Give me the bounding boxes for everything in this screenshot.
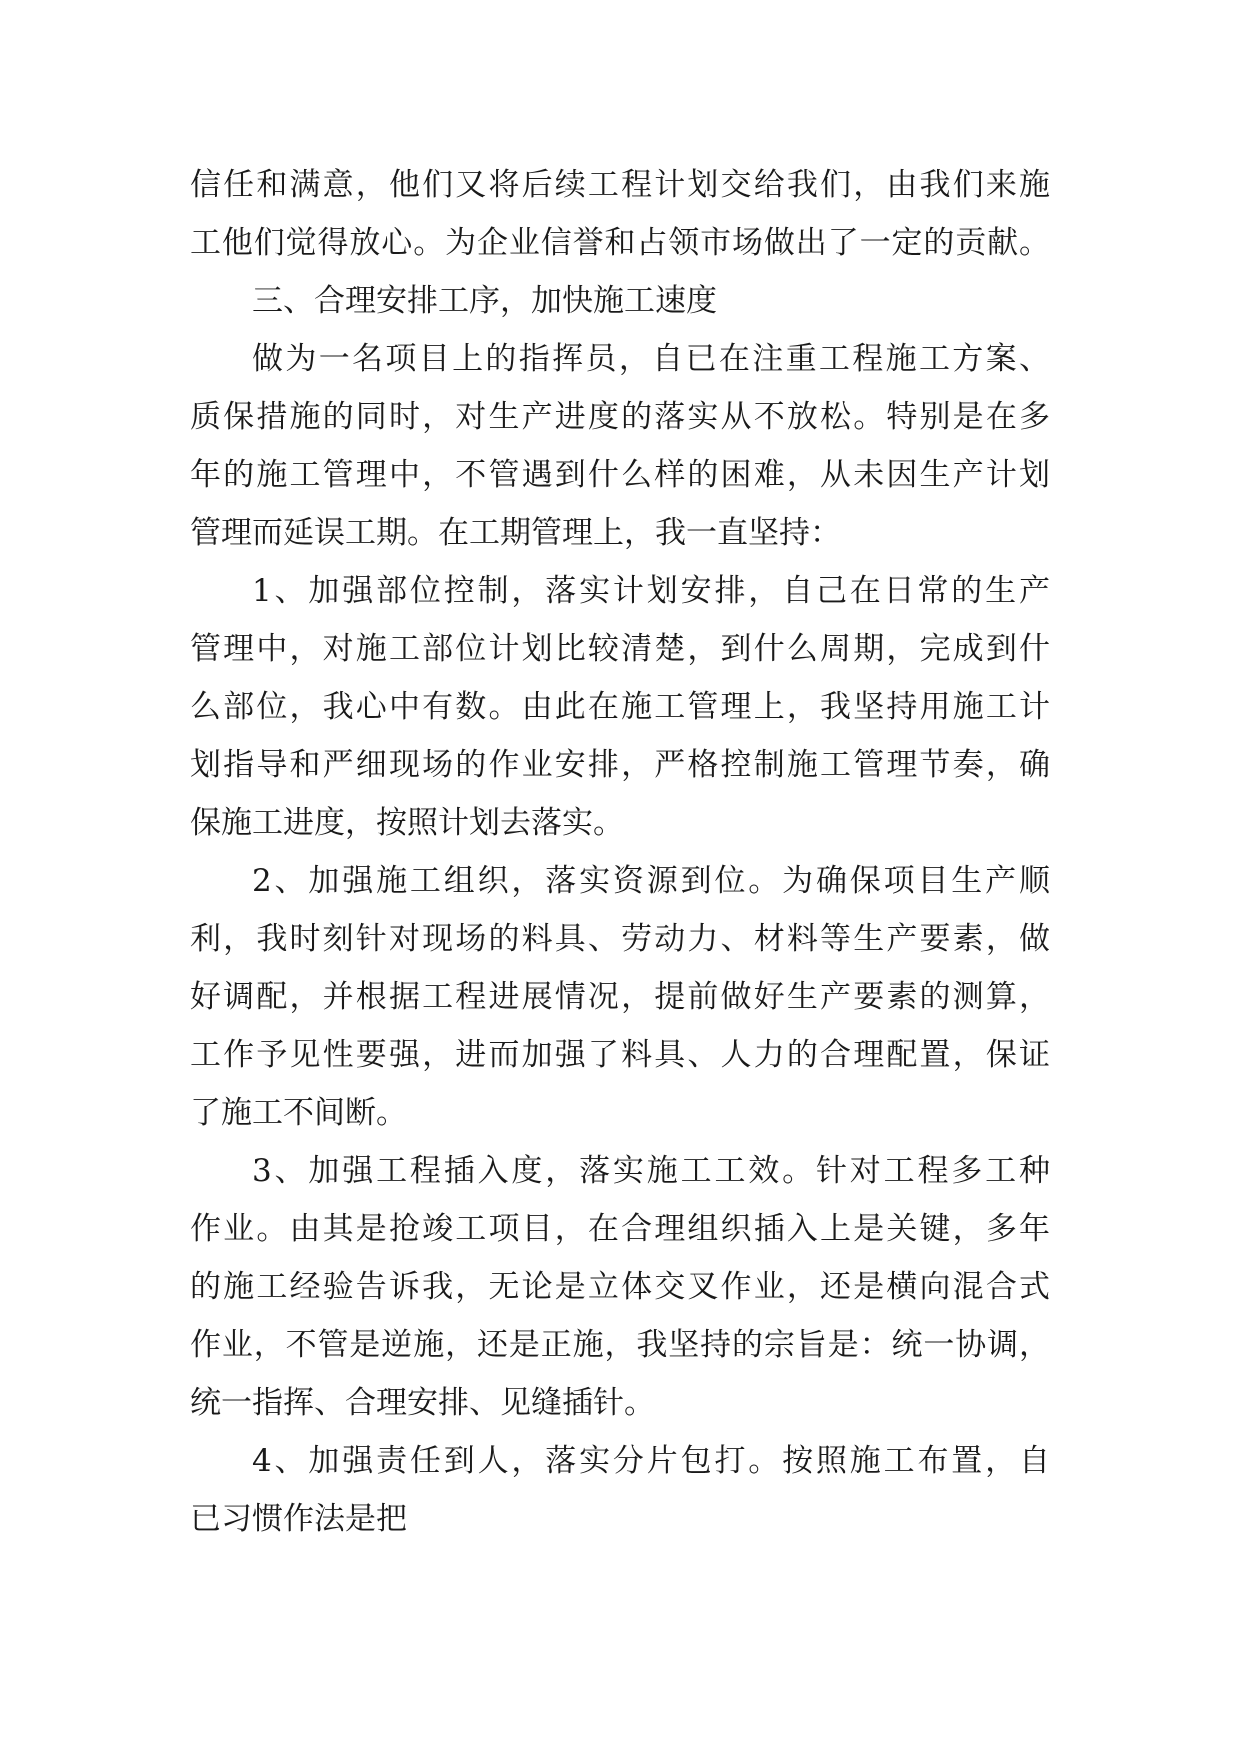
text-line: 保施工进度，按照计划去落实。	[190, 805, 624, 841]
text-line: 划指导和严细现场的作业安排，严格控制施工管理节奏，确	[190, 747, 1050, 783]
text-line: 质保措施的同时，对生产进度的落实从不放松。特别是在多	[190, 399, 1050, 435]
text-line: 工作予见性要强，进而加强了料具、人力的合理配置，保证	[190, 1037, 1050, 1073]
text-line: 利，我时刻针对现场的料具、劳动力、材料等生产要素，做	[190, 921, 1050, 957]
text-line: 统一指挥、合理安排、见缝插针。	[190, 1385, 655, 1421]
text-line: 2、加强施工组织，落实资源到位。为确保项目生产顺	[252, 863, 1050, 899]
text-line: 管理中，对施工部位计划比较清楚，到什么周期，完成到什	[190, 631, 1050, 667]
text-line: 作业。由其是抢竣工项目，在合理组织插入上是关键，多年	[190, 1211, 1050, 1247]
text-line: 3、加强工程插入度，落实施工工效。针对工程多工种	[252, 1153, 1050, 1189]
text-line: 4、加强责任到人，落实分片包打。按照施工布置，自	[252, 1443, 1050, 1479]
text-line: 了施工不间断。	[190, 1095, 407, 1131]
text-line: 1、加强部位控制，落实计划安排，自己在日常的生产	[252, 573, 1050, 609]
text-line: 信任和满意，他们又将后续工程计划交给我们，由我们来施	[190, 167, 1050, 203]
text-line: 已习惯作法是把	[190, 1501, 407, 1537]
text-line: 的施工经验告诉我，无论是立体交叉作业，还是横向混合式	[190, 1269, 1050, 1305]
text-line: 么部位，我心中有数。由此在施工管理上，我坚持用施工计	[190, 689, 1050, 725]
text-line: 管理而延误工期。在工期管理上，我一直坚持：	[190, 515, 841, 551]
text-line: 好调配，并根据工程进展情况，提前做好生产要素的测算，	[190, 979, 1050, 1015]
section-heading: 三、合理安排工序，加快施工速度	[252, 283, 717, 319]
text-line: 作业，不管是逆施，还是正施，我坚持的宗旨是：统一协调，	[190, 1327, 1050, 1363]
text-line: 做为一名项目上的指挥员，自已在注重工程施工方案、	[252, 341, 1050, 377]
text-line: 工他们觉得放心。为企业信誉和占领市场做出了一定的贡献。	[190, 225, 1050, 261]
text-line: 年的施工管理中，不管遇到什么样的困难，从未因生产计划	[190, 457, 1050, 493]
